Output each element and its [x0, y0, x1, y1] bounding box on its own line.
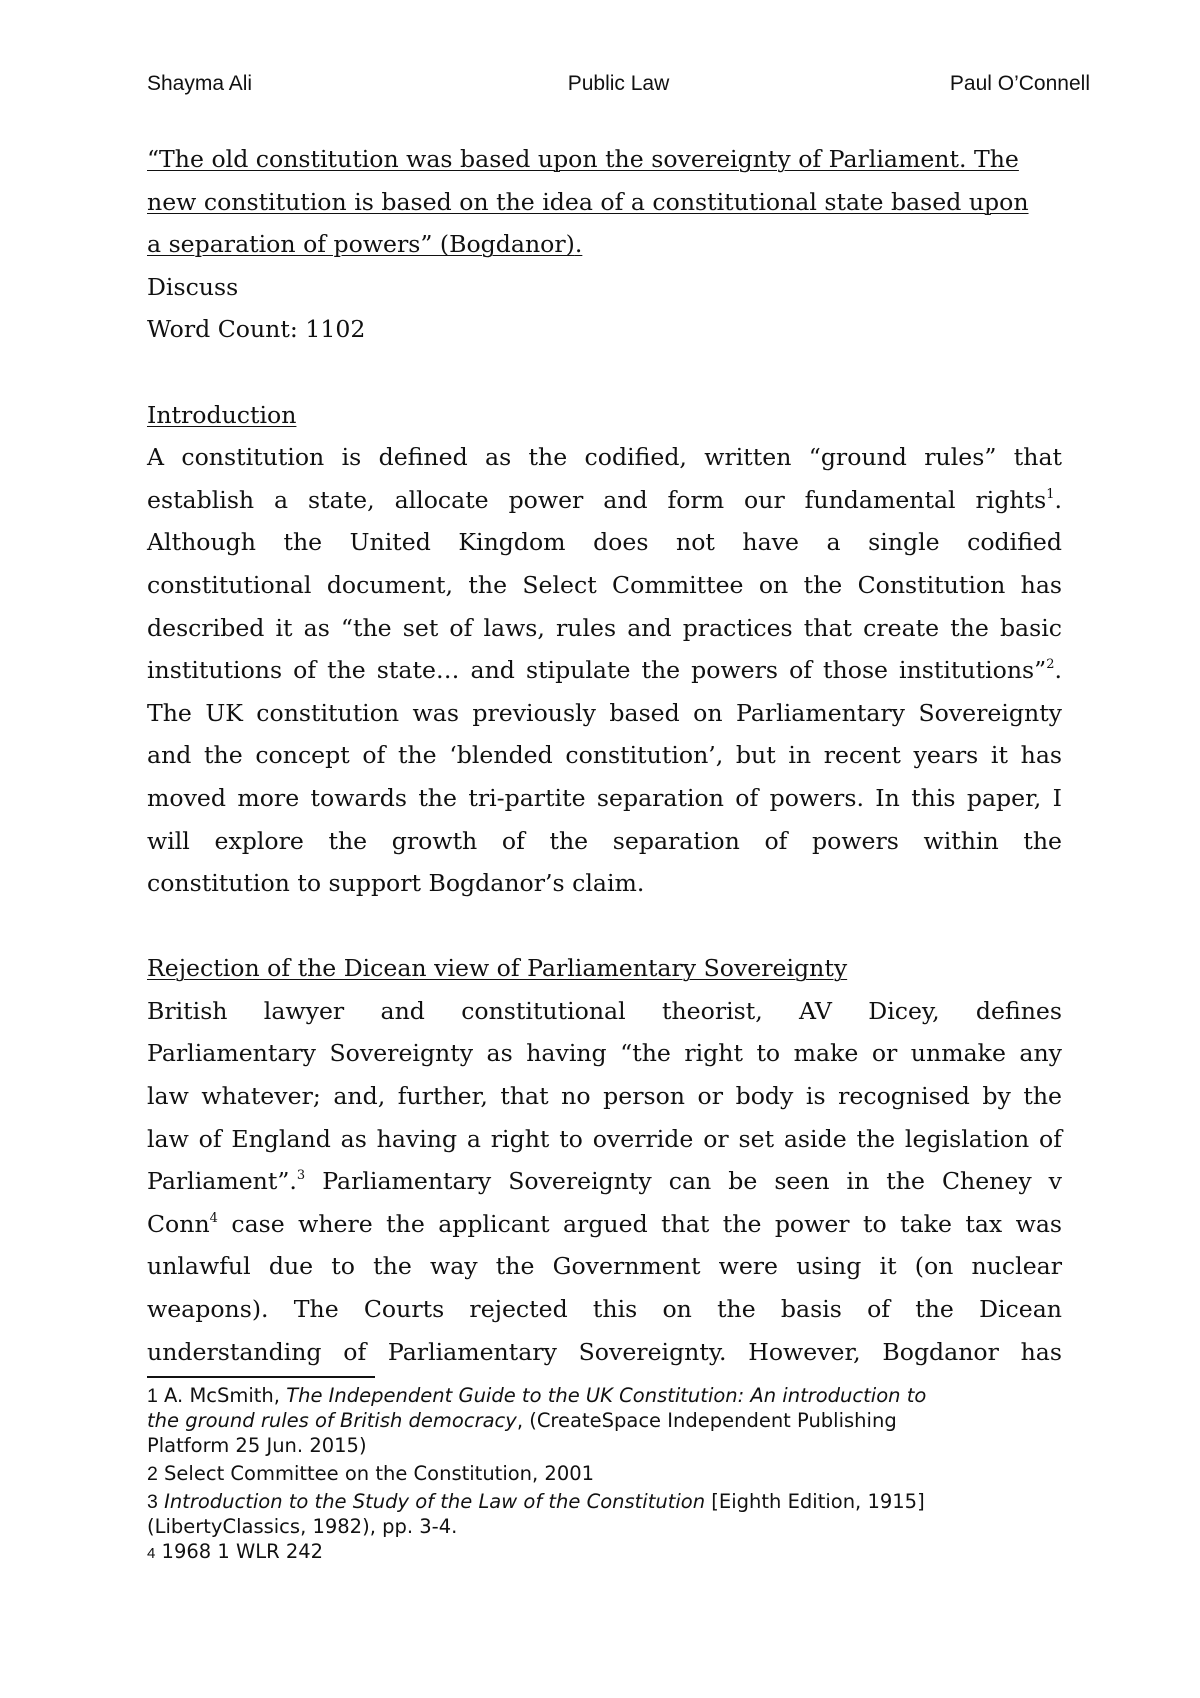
- discuss-label: Discuss: [147, 272, 239, 301]
- footnote-number: 3: [147, 1491, 158, 1513]
- paragraph-line: law whatever; and, further, that no person or body is recognised by the: [147, 1082, 1062, 1111]
- footnote-number: 2: [147, 1463, 158, 1485]
- section-heading-introduction: Introduction: [147, 400, 297, 429]
- footnote-number: 4: [147, 1545, 156, 1562]
- footnotes: [147, 1383, 1067, 1564]
- footnote-3: 3 Introduction to the Study of the Law of the Constitution [Eighth Edition, 1915] (LibertyClassics, 1982), pp. 3-4.: [147, 1490, 925, 1538]
- footnote-number: 1: [147, 1385, 158, 1407]
- paragraph-line: moved more towards the tri-partite separation of powers. In this paper, I: [147, 783, 1062, 812]
- paragraph-line: described it as “the set of laws, rules and practices that create the basic: [147, 613, 1062, 642]
- paragraph-line: institutions of the state… and stipulate the powers of those institutions”$^2$.: [147, 656, 1062, 685]
- paragraph-line: Although the United Kingdom does not have a single codified: [147, 528, 1062, 557]
- paragraph-line: Parliamentary Sovereignty as having “the right to make or unmake any: [147, 1039, 1062, 1068]
- word-count: Word Count: 1102: [147, 315, 366, 344]
- paragraph-line: understanding of Parliamentary Sovereignty. However, Bogdanor has: [147, 1337, 1062, 1366]
- paragraph-line: British lawyer and constitutional theorist, AV Dicey, defines: [147, 996, 1062, 1025]
- paragraph-line: A constitution is defined as the codified, written “ground rules” that: [147, 443, 1062, 472]
- footnote-4: 4 1968 1 WLR 242: [147, 1540, 324, 1563]
- paragraph-line: unlawful due to the way the Government were using it (on nuclear: [147, 1252, 1062, 1281]
- header-course: Public Law: [567, 72, 670, 95]
- section-heading-rejection: Rejection of the Dicean view of Parliamentary Sovereignty: [147, 954, 848, 983]
- paragraph-line: and the concept of the ‘blended constitution’, but in recent years it has: [147, 741, 1062, 770]
- paragraph-line: Conn$^4$ case where the applicant argued that the power to take tax was: [147, 1209, 1062, 1238]
- footnote-ref[interactable]: 1: [1046, 486, 1055, 502]
- paragraph-line: weapons). The Courts rejected this on the basis of the Dicean: [147, 1295, 1062, 1324]
- footnote-ref[interactable]: 2: [1046, 657, 1055, 673]
- paragraph-line: law of England as having a right to override or set aside the legislation of: [147, 1124, 1062, 1153]
- essay-body: [147, 138, 1062, 1373]
- paragraph-line: Parliament”.$^3$ Parliamentary Sovereignty can be seen in the Cheney v: [147, 1167, 1062, 1196]
- footnote-ref[interactable]: 4: [209, 1210, 218, 1226]
- footnote-ref[interactable]: 3: [296, 1168, 306, 1184]
- paragraph-line: constitutional document, the Select Committee on the Constitution has: [147, 570, 1062, 599]
- header-author: Shayma Ali: [147, 72, 253, 95]
- paragraph-line: The UK constitution was previously based on Parliamentary Sovereignty: [147, 698, 1062, 727]
- footnote-1: 1 A. McSmith, The Independent Guide to the UK Constitution: An introduction to the ground rules of British democracy, (CreateSpace Independent Publishing Platform 25 Jun. 2015): [147, 1384, 927, 1457]
- header-lecturer: Paul O’Connell: [949, 72, 1090, 95]
- page-header: [147, 72, 1090, 102]
- essay-title-line: a separation of powers” (Bogdanor).: [147, 230, 583, 259]
- footnote-separator: [147, 1376, 375, 1378]
- essay-title-line: new constitution is based on the idea of a constitutional state based upon: [147, 187, 1029, 216]
- footnote-2: 2 Select Committee on the Constitution, 2001: [147, 1462, 595, 1485]
- paragraph-line: will explore the growth of the separation of powers within the: [147, 826, 1062, 855]
- essay-title-line: “The old constitution was based upon the sovereignty of Parliament. The: [147, 145, 1019, 173]
- paragraph-line: establish a state, allocate power and form our fundamental rights$^1$.: [147, 485, 1062, 514]
- paragraph-line: constitution to support Bogdanor’s claim.: [147, 869, 645, 898]
